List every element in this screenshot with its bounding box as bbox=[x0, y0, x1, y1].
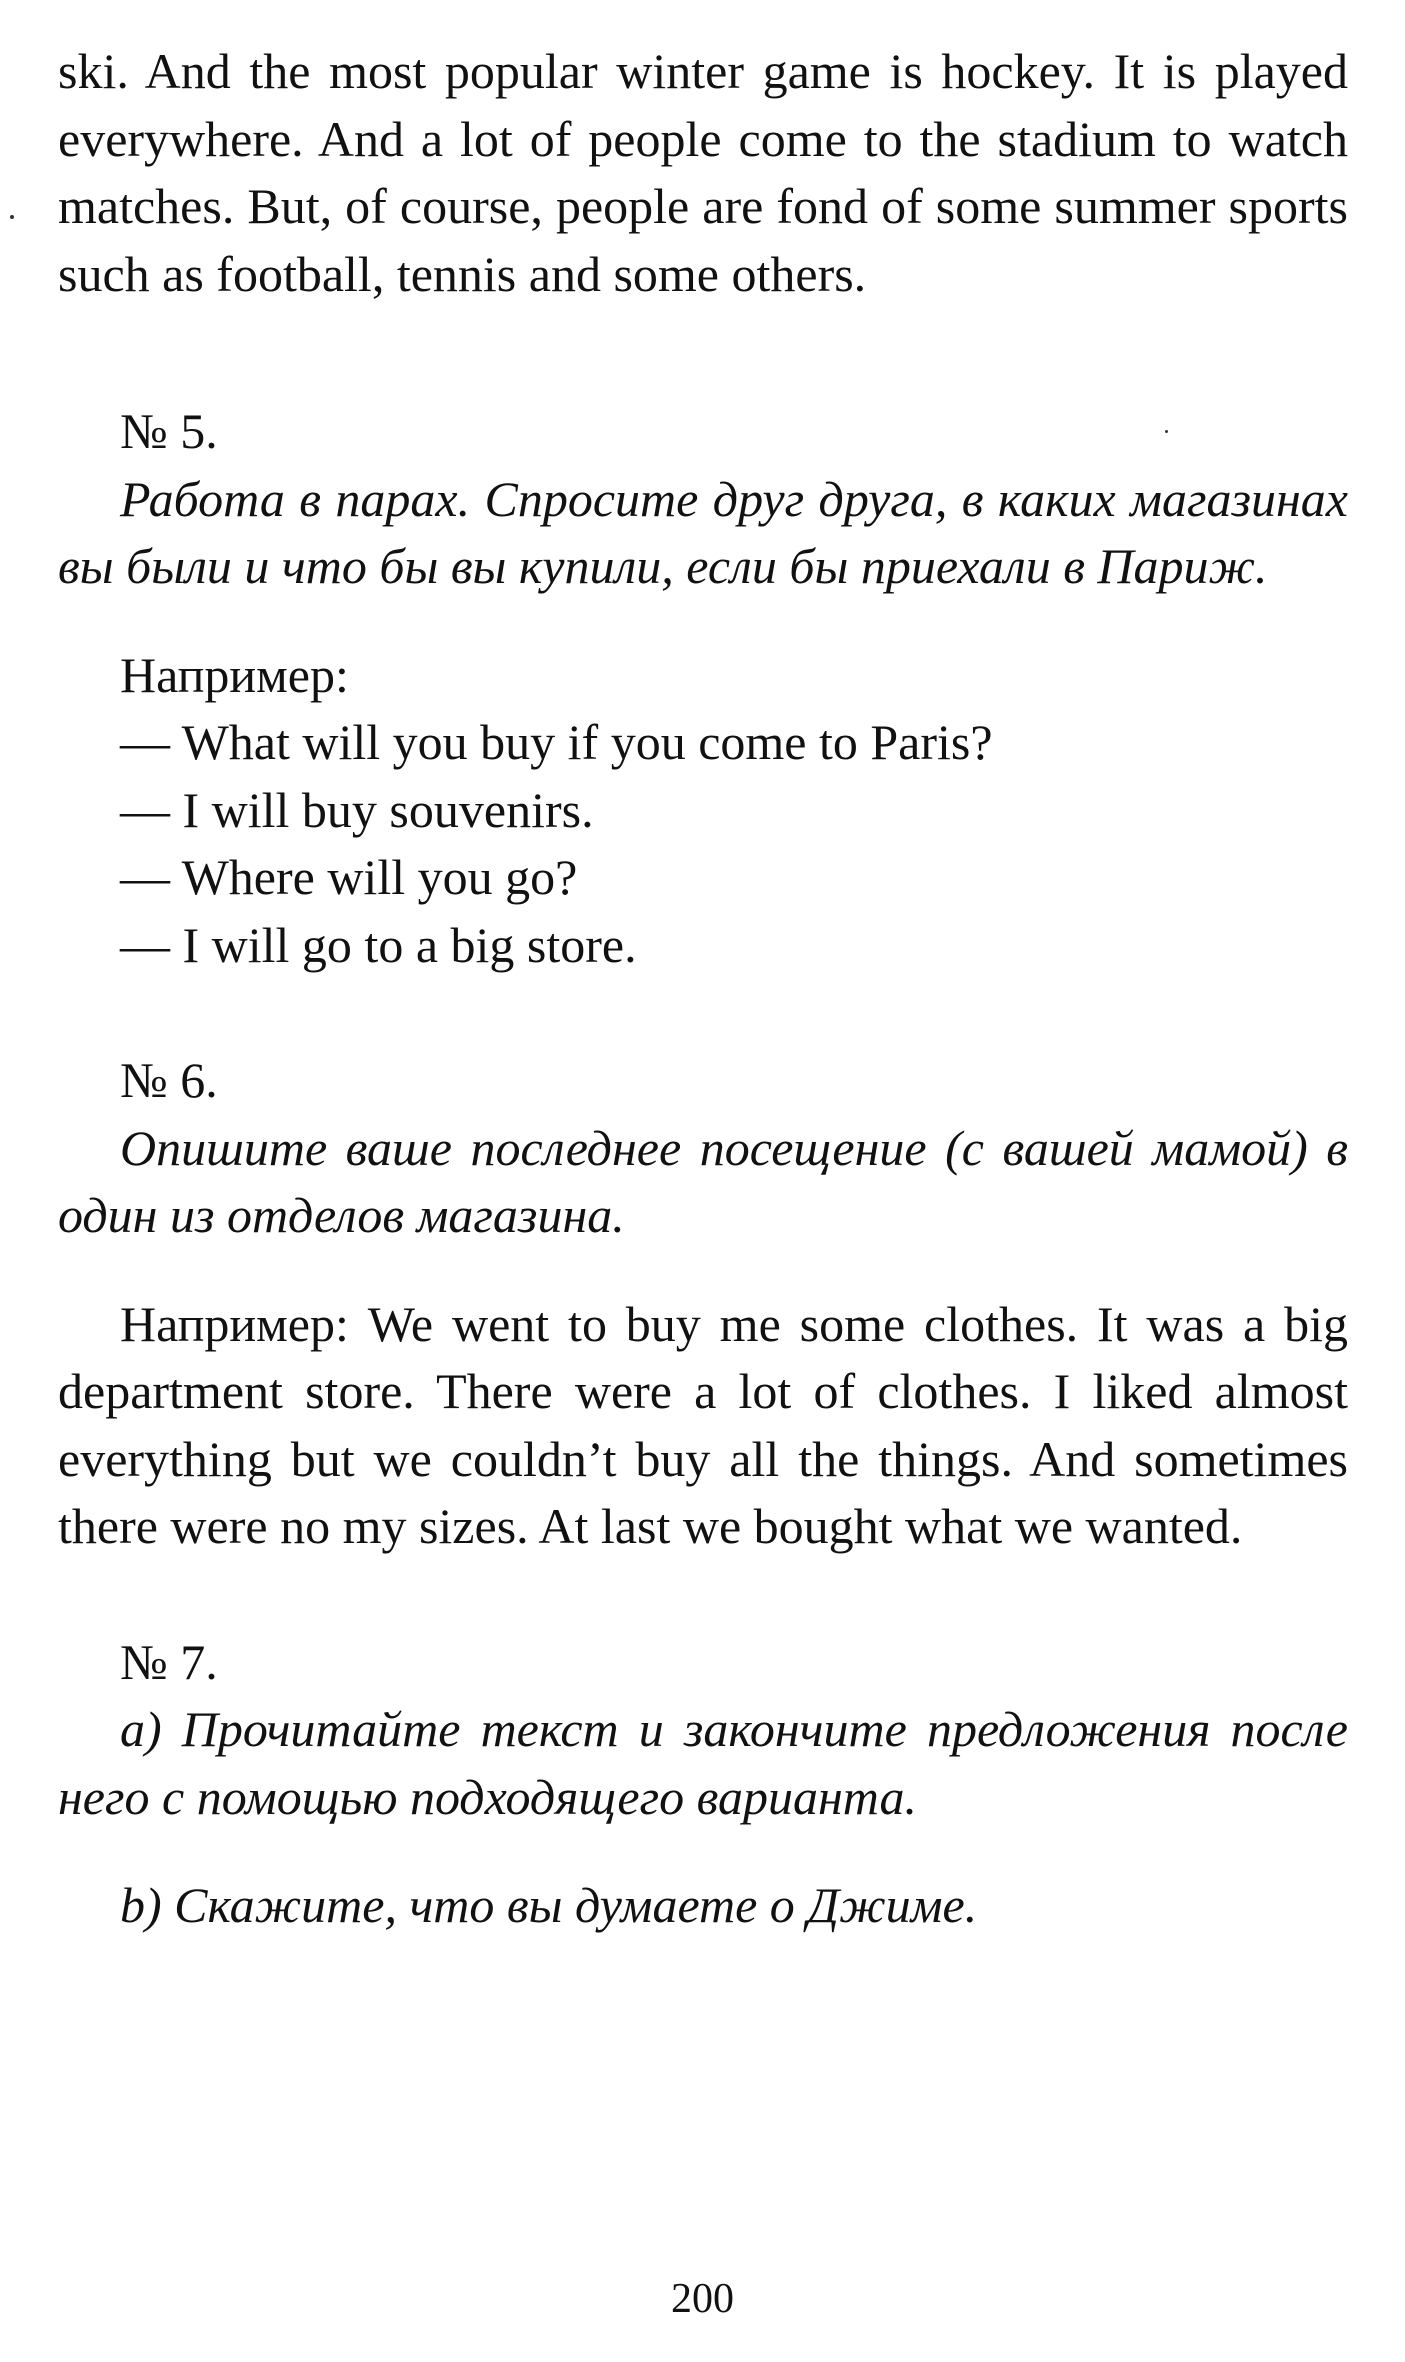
example-label: Например: bbox=[120, 646, 349, 703]
dialog-line: — I will buy souvenirs. bbox=[120, 781, 594, 838]
spacer bbox=[58, 1561, 1348, 1629]
exercise-task: Опишите ваше последнее посещение (с вашей мамой) в один из отделов магазина. bbox=[58, 1119, 1348, 1243]
spacer bbox=[58, 1250, 1348, 1291]
example-dialog bbox=[58, 709, 1348, 979]
exercise-number: № 5. bbox=[120, 403, 218, 459]
exercise-6 bbox=[58, 1047, 1348, 1561]
spacer bbox=[58, 979, 1348, 1047]
dialog-line: — Where will you go? bbox=[120, 849, 578, 905]
example-text: Например: We went to buy me some clothes. It was a big department store. There were a lot of clothes. I liked almost everything but we couldn’t buy all the things. And sometimes there were no my sizes. At last we bought what we wanted. bbox=[58, 1295, 1348, 1554]
spacer bbox=[58, 1831, 1348, 1872]
exercise-task-a: a) Прочитайте текст и закончите предложения после него с помощью подходящего варианта. bbox=[58, 1701, 1348, 1825]
exercise-number: № 6. bbox=[120, 1052, 218, 1108]
exercise-5 bbox=[58, 398, 1348, 979]
exercise-number: № 7. bbox=[120, 1633, 218, 1690]
dialog-line: — What will you buy if you come to Paris? bbox=[120, 714, 993, 770]
intro-paragraph: ski. And the most popular winter game is hockey. It is played everywhere. And a lot of people come to the stadium to watch matches. But, of course, people are fond of some summer sports such as football, tennis and some others. bbox=[58, 43, 1348, 302]
exercise-7 bbox=[58, 1629, 1348, 1940]
exercise-task: Работа в парах. Спросите друг друга, в каких магазинах вы были и что бы вы купили, если бы приехали в Париж. bbox=[58, 470, 1348, 594]
exercise-task-b: b) Скажите, что вы думаете о Джиме. bbox=[120, 1877, 978, 1933]
spacer bbox=[58, 308, 1348, 398]
scan-speck bbox=[10, 215, 14, 219]
page-number: 200 bbox=[671, 2276, 734, 2322]
scan-speck bbox=[1165, 430, 1168, 433]
dialog-line: — I will go to a big store. bbox=[120, 916, 637, 973]
spacer bbox=[58, 601, 1348, 642]
textbook-page bbox=[58, 38, 1348, 1940]
